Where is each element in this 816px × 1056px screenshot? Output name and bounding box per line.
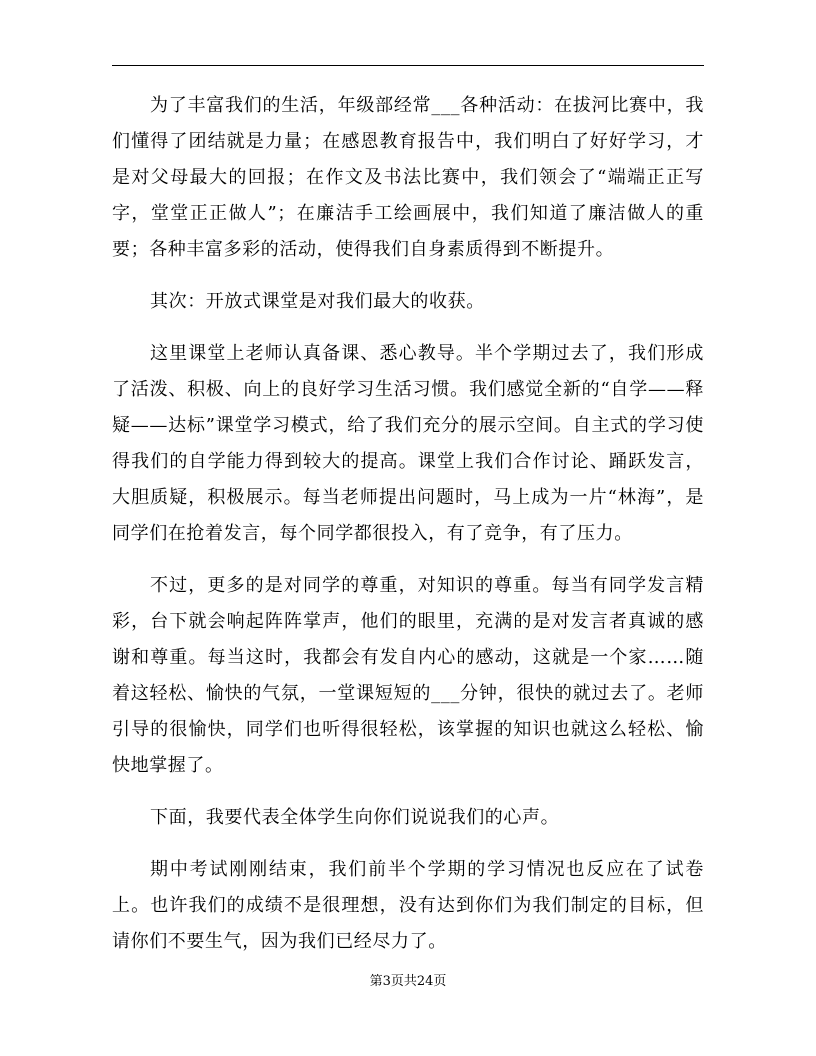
paragraph: 这里课堂上老师认真备课、悉心教导。半个学期过去了，我们形成了活泼、积极、向上的良好学习生活习惯。我们感觉全新的“自学——释疑——达标”课堂学习模式，给了我们充分的展示空间。自主式的学习使得我们的自学能力得到较大的提高。课堂上我们合作讨论、踊跃发言，大胆质疑，积极展示。每当老师提出问题时，马上成为一片“林海”，是同学们在抢着发言，每个同学都很投入，有了竞争，有了压力。 bbox=[112, 343, 704, 544]
paragraph: 期中考试刚刚结束，我们前半个学期的学习情况也反应在了试卷上。也许我们的成绩不是很理想，没有达到你们为我们制定的目标，但请你们不要生气，因为我们已经尽力了。 bbox=[112, 859, 704, 952]
header-rule bbox=[112, 65, 704, 66]
paragraph: 为了丰富我们的生活，年级部经常___各种活动：在拔河比赛中，我们懂得了团结就是力量；在感恩教育报告中，我们明白了好好学习，才是对父母最大的回报；在作文及书法比赛中，我们领会了“端端正正写字，堂堂正正做人”；在廉洁手工绘画展中，我们知道了廉洁做人的重要；各种丰富多彩的活动，使得我们自身素质得到不断提升。 bbox=[112, 95, 704, 260]
paragraph: 下面，我要代表全体学生向你们说说我们的心声。 bbox=[150, 807, 560, 828]
document-body bbox=[112, 88, 704, 976]
paragraph: 不过，更多的是对同学的尊重，对知识的尊重。每当有同学发言精彩，台下就会响起阵阵掌声，他们的眼里，充满的是对发言者真诚的感谢和尊重。每当这时，我都会有发自内心的感动，这就是一个家……随着这轻松、愉快的气氛，一堂课短短的___分钟，很快的就过去了。老师引导的很愉快，同学们也听得很轻松，该掌握的知识也就这么轻松、愉快地掌握了。 bbox=[112, 575, 704, 776]
paragraph: 其次：开放式课堂是对我们最大的收获。 bbox=[150, 291, 485, 312]
page-number-footer: 第3页共24页 bbox=[369, 974, 447, 989]
